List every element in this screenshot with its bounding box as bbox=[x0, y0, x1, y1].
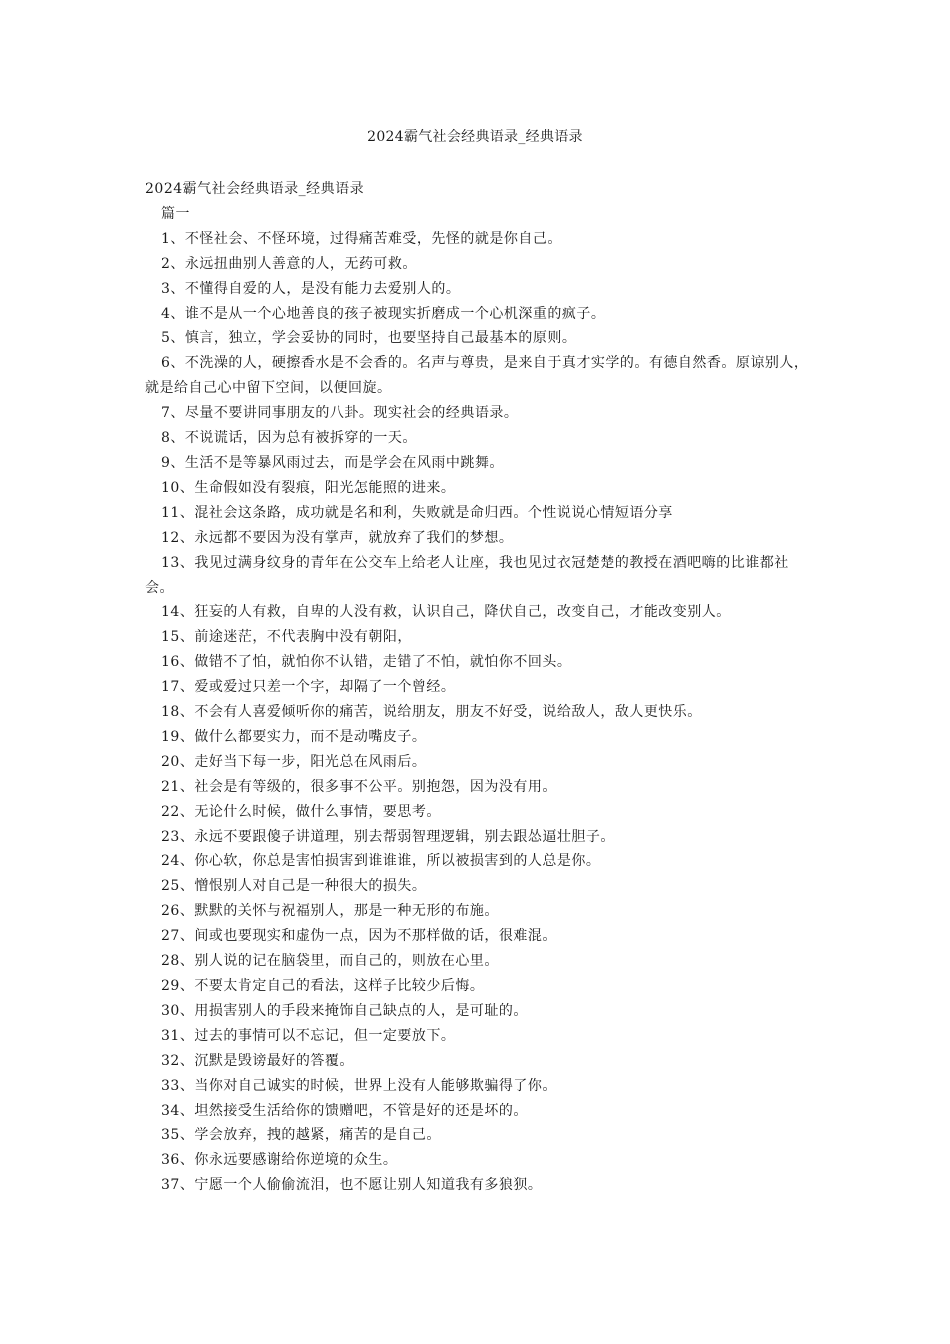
quote-item: 17、爱或爱过只差一个字，却隔了一个曾经。 bbox=[161, 679, 456, 696]
quote-item: 36、你永远要感谢给你逆境的众生。 bbox=[161, 1152, 398, 1169]
quote-item: 22、无论什么时候，做什么事情，要思考。 bbox=[161, 803, 441, 820]
quote-item: 10、生命假如没有裂痕，阳光怎能照的进来。 bbox=[161, 479, 456, 496]
quote-item: 31、过去的事情可以不忘记，但一定要放下。 bbox=[161, 1027, 456, 1044]
quote-item: 35、学会放弃，拽的越紧，痛苦的是自己。 bbox=[161, 1127, 441, 1144]
document-body bbox=[145, 177, 815, 1198]
quote-item: 32、沉默是毁谤最好的答覆。 bbox=[161, 1052, 354, 1069]
quote-item: 7、尽量不要讲同事朋友的八卦。现实社会的经典语录。 bbox=[161, 405, 519, 422]
section-label: 篇一 bbox=[161, 205, 190, 222]
quote-item: 30、用损害别人的手段来掩饰自己缺点的人，是可耻的。 bbox=[161, 1002, 528, 1019]
quote-item: 5、慎言，独立，学会妥协的同时，也要坚持自己最基本的原则。 bbox=[161, 330, 577, 347]
quote-item: 37、宁愿一个人偷偷流泪，也不愿让别人知道我有多狼狈。 bbox=[161, 1177, 543, 1194]
quote-item: 27、间或也要现实和虚伪一点，因为不那样做的话，很难混。 bbox=[161, 928, 557, 945]
quote-item: 13、我见过满身纹身的青年在公交车上给老人让座，我也见过衣冠楚楚的教授在酒吧嗨的比谁都社会。 bbox=[145, 554, 789, 596]
quote-item: 9、生活不是等暴风雨过去，而是学会在风雨中跳舞。 bbox=[161, 454, 504, 471]
quote-item: 18、不会有人喜爱倾听你的痛苦，说给朋友，朋友不好受，说给敌人，敌人更快乐。 bbox=[161, 704, 702, 721]
quote-item: 12、永远都不要因为没有掌声，就放弃了我们的梦想。 bbox=[161, 529, 514, 546]
quote-item: 3、不懂得自爱的人，是没有能力去爱别人的。 bbox=[161, 280, 461, 297]
quote-item: 20、走好当下每一步，阳光总在风雨后。 bbox=[161, 753, 427, 770]
quote-item: 23、永远不要跟傻子讲道理，别去帮弱智理逻辑，别去跟怂逼壮胆子。 bbox=[161, 828, 615, 845]
quote-item: 6、不洗澡的人，硬擦香水是不会香的。名声与尊贵，是来自于真才实学的。有德自然香。原谅别人，就是给自己心中留下空间，以便回旋。 bbox=[145, 355, 809, 397]
quote-item: 25、憎恨别人对自己是一种很大的损失。 bbox=[161, 878, 427, 895]
document-heading: 2024霸气社会经典语录_经典语录 bbox=[145, 181, 365, 197]
document-title: 2024霸气社会经典语录_经典语录 bbox=[367, 129, 583, 145]
quote-item: 28、别人说的记在脑袋里，而自己的，则放在心里。 bbox=[161, 953, 499, 970]
quote-item: 24、你心软，你总是害怕损害到谁谁谁，所以被损害到的人总是你。 bbox=[161, 853, 601, 870]
quote-item: 34、坦然接受生活给你的馈赠吧，不管是好的还是坏的。 bbox=[161, 1102, 528, 1119]
quote-item: 1、不怪社会、不怪环境，过得痛苦难受，先怪的就是你自己。 bbox=[161, 230, 562, 247]
quote-item: 2、永远扭曲别人善意的人，无药可救。 bbox=[161, 255, 417, 272]
quote-item: 29、不要太肯定自己的看法，这样子比较少后悔。 bbox=[161, 978, 485, 994]
quote-item: 8、不说谎话，因为总有被拆穿的一天。 bbox=[161, 430, 417, 447]
quote-item: 19、做什么都要实力，而不是动嘴皮子。 bbox=[161, 728, 427, 745]
quote-item: 26、默默的关怀与祝福别人，那是一种无形的布施。 bbox=[161, 903, 499, 920]
quote-item: 15、前途迷茫，不代表胸中没有朝阳， bbox=[161, 629, 412, 646]
quote-item: 16、做错不了怕，就怕你不认错，走错了不怕，就怕你不回头。 bbox=[161, 654, 572, 671]
quote-item: 33、当你对自己诚实的时候，世界上没有人能够欺骗得了你。 bbox=[161, 1077, 557, 1094]
quote-item: 4、谁不是从一个心地善良的孩子被现实折磨成一个心机深重的疯子。 bbox=[161, 305, 606, 322]
quote-item: 11、混社会这条路，成功就是名和利，失败就是命归西。个性说说心情短语分享 bbox=[161, 504, 673, 521]
quote-item: 21、社会是有等级的，很多事不公平。别抱怨，因为没有用。 bbox=[161, 778, 557, 795]
quote-item: 14、狂妄的人有救，自卑的人没有救，认识自己，降伏自己，改变自己，才能改变别人。 bbox=[161, 604, 731, 621]
